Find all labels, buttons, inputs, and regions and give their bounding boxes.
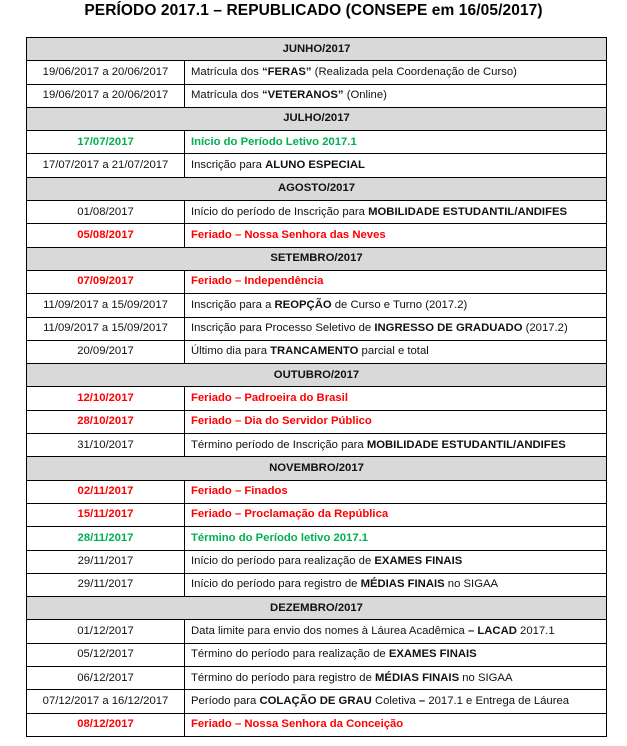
description-text: Feriado – Independência [191, 275, 324, 288]
event-description [185, 201, 607, 224]
event-description [185, 690, 607, 713]
description-text: Início do período de Inscrição para [191, 205, 369, 218]
event-date: 29/11/2017 [27, 573, 185, 596]
event-row [27, 667, 607, 690]
event-date: 01/12/2017 [27, 620, 185, 643]
event-date: 28/11/2017 [27, 527, 185, 550]
description-text: Feriado – Dia do Servidor Público [191, 415, 372, 428]
description-emphasis: INGRESSO DE GRADUADO [374, 322, 523, 335]
month-header: NOVEMBRO/2017 [27, 457, 607, 480]
month-header-row [27, 38, 607, 61]
event-row [27, 317, 607, 340]
event-description [185, 643, 607, 666]
event-description [185, 434, 607, 457]
holiday-row [27, 387, 607, 410]
event-date: 15/11/2017 [27, 503, 185, 526]
event-description [185, 154, 607, 177]
event-row [27, 643, 607, 666]
event-row [27, 340, 607, 363]
event-description [185, 317, 607, 340]
event-row [27, 690, 607, 713]
event-description [185, 713, 607, 736]
description-text: parcial e total [358, 345, 429, 358]
event-description [185, 224, 607, 247]
event-date: 31/10/2017 [27, 434, 185, 457]
event-date: 19/06/2017 a 20/06/2017 [27, 84, 185, 107]
event-row [27, 84, 607, 107]
academic-calendar-table [26, 37, 607, 737]
month-header: JULHO/2017 [27, 107, 607, 130]
page-title: PERÍODO 2017.1 – REPUBLICADO (CONSEPE em 16/05/2017) [84, 2, 543, 19]
description-emphasis: TRANCAMENTO [270, 345, 359, 358]
description-text: Início do período para realização de [191, 555, 375, 568]
description-text: 2017.1 [516, 624, 555, 637]
description-text: Período para [191, 694, 260, 707]
month-header: DEZEMBRO/2017 [27, 597, 607, 620]
event-row [27, 573, 607, 596]
event-date: 05/12/2017 [27, 643, 185, 666]
event-description [185, 620, 607, 643]
term-milestone-row [27, 131, 607, 154]
event-date: 28/10/2017 [27, 410, 185, 433]
event-description [185, 573, 607, 596]
month-header: SETEMBRO/2017 [27, 247, 607, 270]
event-row [27, 620, 607, 643]
description-text: Inscrição para Processo Seletivo de [191, 322, 375, 335]
event-date: 11/09/2017 a 15/09/2017 [27, 294, 185, 317]
holiday-row [27, 480, 607, 503]
event-description [185, 131, 607, 154]
event-row [27, 61, 607, 84]
description-text: Feriado – Finados [191, 485, 288, 498]
event-description [185, 480, 607, 503]
month-header: JUNHO/2017 [27, 38, 607, 61]
holiday-row [27, 224, 607, 247]
description-text: Matrícula dos [191, 89, 262, 102]
description-emphasis: ALUNO ESPECIAL [265, 158, 365, 171]
description-emphasis: REOPÇÃO [274, 298, 332, 311]
event-date: 19/06/2017 a 20/06/2017 [27, 61, 185, 84]
description-emphasis: EXAMES FINAIS [388, 648, 477, 661]
description-text: (Realizada pela Coordenação de Curso) [311, 65, 517, 78]
month-header-row [27, 597, 607, 620]
description-emphasis: MÉDIAS FINAIS [360, 578, 445, 591]
event-description [185, 294, 607, 317]
month-header-row [27, 364, 607, 387]
month-header-row [27, 107, 607, 130]
event-description [185, 61, 607, 84]
event-date: 07/12/2017 a 16/12/2017 [27, 690, 185, 713]
description-emphasis: – [418, 694, 426, 707]
holiday-row [27, 713, 607, 736]
description-text: Término do Período letivo 2017.1 [191, 531, 369, 544]
description-text: Feriado – Padroeira do Brasil [191, 391, 348, 404]
month-header: AGOSTO/2017 [27, 177, 607, 200]
event-date: 17/07/2017 a 21/07/2017 [27, 154, 185, 177]
description-text: Inscrição para a [191, 298, 275, 311]
holiday-row [27, 410, 607, 433]
description-emphasis: MOBILIDADE ESTUDANTIL/ANDIFES [368, 205, 568, 218]
description-text: (Online) [343, 89, 387, 102]
description-text: no SIGAA [459, 671, 513, 684]
event-row [27, 154, 607, 177]
event-description [185, 84, 607, 107]
description-emphasis: “FERAS” [261, 65, 312, 78]
event-description [185, 410, 607, 433]
event-row [27, 434, 607, 457]
event-date: 12/10/2017 [27, 387, 185, 410]
event-date: 05/08/2017 [27, 224, 185, 247]
event-row [27, 294, 607, 317]
description-text: Coletiva [371, 694, 419, 707]
description-text: Feriado – Nossa Senhora das Neves [191, 228, 386, 241]
event-date: 29/11/2017 [27, 550, 185, 573]
description-text: Matrícula dos [191, 65, 262, 78]
event-date: 20/09/2017 [27, 340, 185, 363]
description-text: Término do período para registro de [191, 671, 375, 684]
description-emphasis: – LACAD [467, 624, 517, 637]
event-description [185, 667, 607, 690]
event-description [185, 340, 607, 363]
event-row [27, 550, 607, 573]
month-header-row [27, 247, 607, 270]
month-header-row [27, 177, 607, 200]
holiday-row [27, 270, 607, 293]
description-text: Início do período para registro de [191, 578, 361, 591]
event-description [185, 527, 607, 550]
term-milestone-row [27, 527, 607, 550]
description-text: Data limite para envio dos nomes à Láurea Acadêmica [191, 624, 468, 637]
event-row [27, 201, 607, 224]
description-emphasis: MOBILIDADE ESTUDANTIL/ANDIFES [366, 438, 566, 451]
event-date: 01/08/2017 [27, 201, 185, 224]
description-text: no SIGAA [444, 578, 499, 591]
calendar-body [27, 38, 607, 737]
description-emphasis: COLAÇÃO DE GRAU [259, 694, 372, 707]
description-emphasis: MÉDIAS FINAIS [375, 671, 460, 684]
description-emphasis: “VETERANOS” [261, 89, 344, 102]
description-text: Feriado – Nossa Senhora da Conceição [191, 718, 404, 731]
description-text: Início do Período Letivo 2017.1 [191, 135, 357, 148]
event-date: 02/11/2017 [27, 480, 185, 503]
description-text: Término período de Inscrição para [191, 438, 367, 451]
event-description [185, 550, 607, 573]
event-description [185, 387, 607, 410]
event-description [185, 503, 607, 526]
event-date: 11/09/2017 a 15/09/2017 [27, 317, 185, 340]
description-text: Feriado – Proclamação da República [191, 508, 389, 521]
description-emphasis: EXAMES FINAIS [374, 555, 463, 568]
description-text: Inscrição para [191, 158, 266, 171]
description-text: (2017.2) [522, 322, 568, 335]
event-date: 17/07/2017 [27, 131, 185, 154]
event-description [185, 270, 607, 293]
description-text: Término do período para realização de [191, 648, 389, 661]
month-header-row [27, 457, 607, 480]
month-header: OUTUBRO/2017 [27, 364, 607, 387]
holiday-row [27, 503, 607, 526]
event-date: 08/12/2017 [27, 713, 185, 736]
event-date: 06/12/2017 [27, 667, 185, 690]
event-date: 07/09/2017 [27, 270, 185, 293]
description-text: de Curso e Turno (2017.2) [331, 298, 468, 311]
description-text: Último dia para [191, 345, 271, 358]
description-text: 2017.1 e Entrega de Láurea [425, 694, 570, 707]
